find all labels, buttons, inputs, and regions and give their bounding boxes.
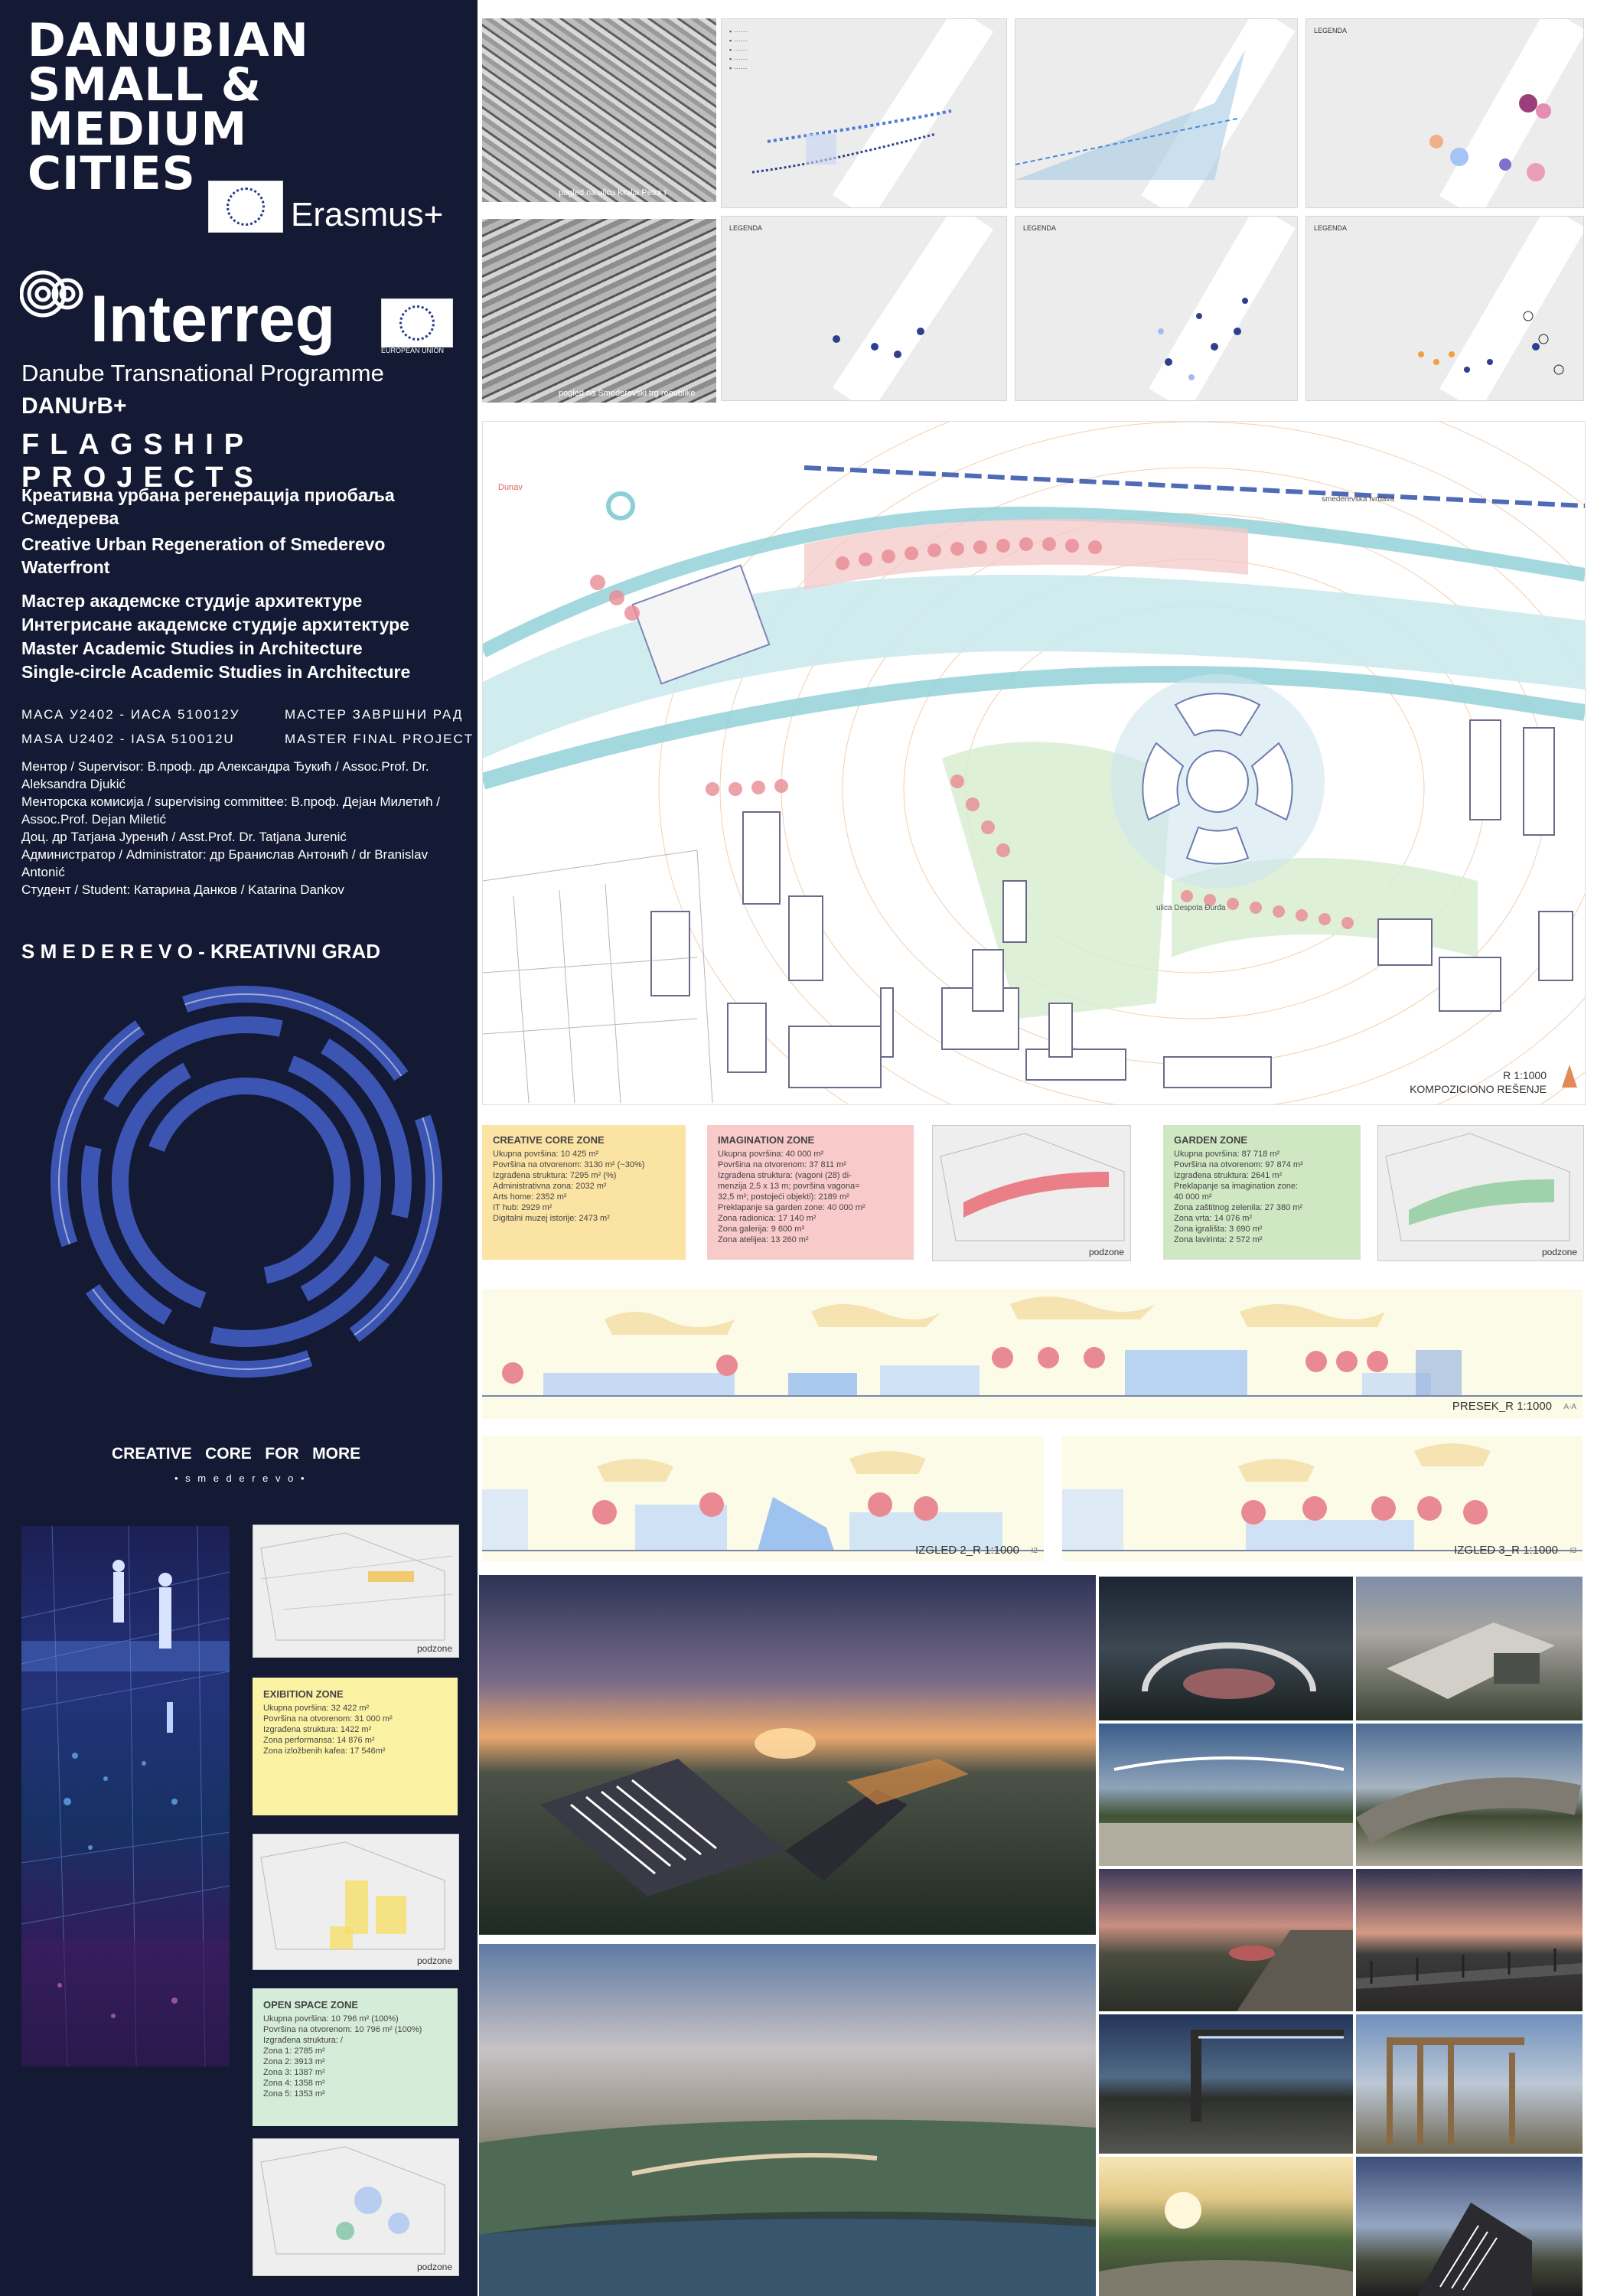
project-title-en: Creative Urban Regeneration of Smederevo Waterfront (21, 534, 386, 577)
section-aa (482, 1289, 1583, 1419)
imagination-zone-box (707, 1125, 914, 1260)
logo-caption: CREATIVE CORE FOR MORE (112, 1445, 361, 1463)
elevation-3 (1062, 1436, 1583, 1561)
study-line: Мастер академске студије архитектуре (21, 591, 363, 611)
podzone-label: podzone (416, 2262, 452, 2272)
elevation-3-drawing (1062, 1436, 1583, 1561)
render-small-8 (1356, 2014, 1583, 2154)
erasmus-label: Erasmus+ (291, 196, 444, 233)
zone-line: Zona 2: 3913 m² (263, 2057, 325, 2066)
render-sunset-pavilion (479, 1575, 1096, 1935)
credits-list (21, 758, 458, 899)
eu-flag-icon (208, 181, 283, 233)
logo-line-1: DANUBIAN (28, 14, 309, 67)
code-en-right: MASTER FINAL PROJECT (285, 732, 474, 746)
render-small-5-drawing (1099, 1869, 1353, 2011)
programme-label: Danube Transnational Programme (21, 360, 384, 386)
elevation-2-tag: I2 (1031, 1547, 1038, 1555)
render-small-2-drawing (1356, 1577, 1583, 1720)
zone-line: Izgrađena struktura: 1422 m² (263, 1725, 372, 1734)
code-sr-right: МАСТЕР ЗАВРШНИ РАД (285, 707, 464, 722)
render-small-1-drawing (1099, 1577, 1353, 1720)
podzone-label: podzone (416, 1643, 452, 1654)
credit-line: Доц. др Татјана Јуренић / Asst.Prof. Dr. Tatjana Jurenić (21, 830, 347, 844)
danurb-label: DANUrB+ (21, 393, 127, 419)
section-aa-label: PRESEK_R 1:1000 (1452, 1400, 1552, 1413)
zone-title: OPEN SPACE ZONE (263, 1999, 359, 2011)
render-small-6 (1356, 1869, 1583, 2011)
zone-line: Ukupna površina: 10 425 m² (493, 1150, 599, 1159)
analysis-map-5-drawing (1015, 217, 1297, 400)
render-small-3-drawing (1099, 1724, 1353, 1866)
code-sr-left: МАСА У2402 - ИАСА 510012У (21, 707, 240, 722)
aerial-photo-1 (482, 18, 716, 202)
zone-line: Površina na otvorenom: 3130 m² (~30%) (493, 1160, 645, 1169)
podzone-label: podzone (1541, 1247, 1577, 1257)
analysis-map-5 (1015, 216, 1298, 401)
zone-line: 40 000 m² (1174, 1192, 1212, 1202)
aerial-caption-1: pogled na ulicu Kralja Petra I (559, 188, 667, 197)
zone-line: Površina na otvorenom: 31 000 m² (263, 1714, 393, 1724)
fortress-label: smederevska tvrđava (1322, 495, 1395, 504)
exhibition-map-thumb (253, 1525, 459, 1658)
render-small-8-drawing (1356, 2014, 1583, 2154)
podzone-label: podzone (416, 1955, 452, 1966)
zone-title: CREATIVE CORE ZONE (493, 1134, 605, 1146)
study-line: Single-circle Academic Studies in Architecture (21, 662, 411, 682)
zone-title: EXIBITION ZONE (263, 1688, 344, 1700)
imagination-map-thumb (932, 1125, 1131, 1261)
zone-line: IT hub: 2929 m² (493, 1203, 553, 1212)
zone-title: IMAGINATION ZONE (718, 1134, 815, 1146)
analysis-map-1 (721, 18, 1007, 208)
analysis-map-4 (721, 216, 1007, 401)
zone-line: Zona 3: 1387 m² (263, 2068, 325, 2077)
street-label: ulica Despota Đurđa (1156, 904, 1226, 912)
openspace-map-drawing (253, 1835, 458, 1969)
render-small-7-drawing (1099, 2014, 1353, 2154)
elevation-2-drawing (482, 1436, 1044, 1561)
openspace-detail-drawing (253, 2139, 458, 2275)
render-small-5 (1099, 1869, 1353, 2011)
render-small-6-drawing (1356, 1869, 1583, 2011)
river-label: Dunav (498, 483, 523, 492)
zone-line: Zona galerija: 9 600 m² (718, 1225, 805, 1234)
credit-line: Менторска комисија / supervising committee: В.проф. Дејан Милетић / Assoc.Prof. Dejan Miletić (21, 794, 440, 827)
garden-zone-box (1163, 1125, 1361, 1260)
zone-line: Ukupna površina: 10 796 m² (100%) (263, 2014, 399, 2024)
zone-line: Zona lavirinta: 2 572 m² (1174, 1235, 1263, 1244)
zone-line: Zona igrališta: 3 690 m² (1174, 1225, 1263, 1234)
studies-list (21, 589, 465, 684)
exhibition-map-drawing (253, 1525, 458, 1657)
openspace-map-thumb (253, 1834, 459, 1970)
logo-line-2: SMALL & (28, 58, 262, 112)
zone-line: Izgrađena struktura: 2641 m² (1174, 1171, 1283, 1180)
analysis-map-2 (1015, 18, 1298, 208)
interreg-swirl-icon (20, 257, 93, 331)
master-plan (482, 421, 1586, 1105)
elevation-3-tag: I3 (1570, 1547, 1576, 1555)
study-line: Master Academic Studies in Architecture (21, 638, 363, 658)
render-small-2 (1356, 1577, 1583, 1720)
section-aa-drawing (482, 1289, 1583, 1419)
podzone-label: podzone (1088, 1247, 1124, 1257)
zone-line: Ukupna površina: 32 422 m² (263, 1704, 370, 1713)
zone-line: Zona vrta: 14 076 m² (1174, 1214, 1253, 1223)
zone-line: Zona 1: 2785 m² (263, 2047, 325, 2056)
sidebar (0, 0, 478, 2296)
render-sunset-pavilion-drawing (479, 1575, 1096, 1935)
zone-line: Zona 4: 1358 m² (263, 2079, 325, 2088)
map-legend-4: LEGENDA (729, 224, 763, 232)
logo-line-3: MEDIUM (28, 103, 248, 156)
zone-line: Arts home: 2352 m² (493, 1192, 567, 1202)
zone-line: Ukupna površina: 87 718 m² (1174, 1150, 1280, 1159)
garden-map-drawing (1378, 1126, 1583, 1261)
city-heading: S M E D E R E V O - KREATIVNI GRAD (21, 940, 381, 963)
credit-line: Студент / Student: Катарина Данков / Katarina Dankov (21, 882, 344, 897)
analysis-map-3-drawing (1306, 19, 1583, 207)
zone-line: Površina na otvorenom: 10 796 m² (100%) (263, 2025, 422, 2034)
map-legend-1: ▪ ······ ▪ ······ ▪ ······ ▪ ······ ▪ ······ (729, 28, 748, 72)
interreg-wordmark: Interreg (90, 282, 336, 356)
analysis-map-6-drawing (1306, 217, 1583, 400)
imagination-map-drawing (933, 1126, 1130, 1261)
render-small-9-drawing (1099, 2157, 1353, 2296)
render-small-4 (1356, 1724, 1583, 1866)
map-legend-3: LEGENDA (1314, 27, 1348, 34)
zone-line: Zona performansa: 14 876 m² (263, 1736, 375, 1745)
zone-line: Zona atelijea: 13 260 m² (718, 1235, 809, 1244)
danubian-logo (28, 14, 309, 201)
zone-line: Zona radionica: 17 140 m² (718, 1214, 817, 1223)
zone-line: Površina na otvorenom: 97 874 m² (1174, 1160, 1303, 1169)
openspace-zone-box (253, 1988, 458, 2126)
render-aerial-waterfront (479, 1944, 1096, 2296)
zone-line: Površina na otvorenom: 37 811 m² (718, 1160, 846, 1169)
openspace-detail-thumb (253, 2138, 459, 2276)
render-small-7 (1099, 2014, 1353, 2154)
zone-line: Izgrađena struktura: (vagoni (28) di- (718, 1171, 852, 1180)
zone-line: Izgrađena struktura: / (263, 2036, 343, 2045)
eu-label: EUROPEAN UNION (381, 347, 445, 354)
elevation-2-label: IZGLED 2_R 1:1000 (915, 1544, 1019, 1557)
analysis-map-6 (1305, 216, 1584, 401)
garden-map-thumb (1377, 1125, 1584, 1261)
aerial-caption-2: pogled na Smederevski trg republike (559, 389, 696, 398)
zone-line: Zona zaštitnog zelenila: 27 380 m² (1174, 1203, 1303, 1212)
zone-line: Zona izložbenih kafea: 17 546m² (263, 1746, 386, 1756)
render-small-10 (1356, 2157, 1583, 2296)
credit-line: Ментор / Supervisor: В.проф. др Александра Ђукић / Assoc.Prof. Dr. Aleksandra Djukić (21, 759, 429, 791)
master-plan-drawing (483, 422, 1585, 1104)
zone-line: menzija 2,5 x 13 m; površina vagona= (718, 1182, 860, 1191)
elevation-2 (482, 1436, 1044, 1561)
project-title-sr: Креативна урбана регенерација приобаља Смедерева (21, 485, 395, 528)
zone-line: Ukupna površina: 40 000 m² (718, 1150, 824, 1159)
render-small-9 (1099, 2157, 1353, 2296)
creative-core-logo-icon (47, 983, 445, 1381)
eu-interreg-flag-icon (381, 298, 453, 347)
zone-line: Preklapanje sa imagination zone: (1174, 1182, 1299, 1191)
flagship-label: FLAGSHIP PROJECTS (21, 429, 264, 494)
aerial-photo-2 (482, 219, 716, 403)
zone-title: GARDEN ZONE (1174, 1134, 1248, 1146)
masterplan-scale: R 1:1000 (1503, 1069, 1547, 1081)
zone-line: Preklapanje sa garden zone: 40 000 m² (718, 1203, 865, 1212)
logo-line-4: CITIES (28, 147, 196, 201)
render-small-3 (1099, 1724, 1353, 1866)
analysis-map-4-drawing (722, 217, 1006, 400)
zone-line: 32,5 m²; postojeći objekti): 2189 m² (718, 1192, 849, 1202)
exhibition-zone-box (253, 1678, 458, 1815)
zone-line: Digitalni muzej istorije: 2473 m² (493, 1214, 610, 1223)
digital-art-render (21, 1526, 230, 2066)
render-small-4-drawing (1356, 1724, 1583, 1866)
analysis-map-3 (1305, 18, 1584, 208)
logo-subcaption: • s m e d e r e v o • (174, 1473, 307, 1484)
render-small-10-drawing (1356, 2157, 1583, 2296)
creative-core-zone-box (482, 1125, 686, 1260)
analysis-map-2-drawing (1015, 19, 1297, 207)
masterplan-title: KOMPOZICIONO REŠENJE (1410, 1083, 1547, 1095)
code-en-left: MASA U2402 - IASA 510012U (21, 732, 235, 746)
section-aa-tag: A-A (1563, 1403, 1576, 1411)
zone-line: Zona 5: 1353 m² (263, 2089, 325, 2099)
digital-art-figures (21, 1526, 230, 2066)
zone-line: Administrativna zona: 2032 m² (493, 1182, 607, 1191)
credit-line: Администратор / Administrator: др Бранислав Антонић / dr Branislav Antonić (21, 847, 429, 879)
zone-line: Izgrađena struktura: 7295 m² (%) (493, 1171, 617, 1180)
study-line: Интегрисане академске студије архитектуре (21, 615, 409, 634)
map-legend-5: LEGENDA (1023, 224, 1057, 232)
render-aerial-waterfront-drawing (479, 1944, 1096, 2296)
map-legend-6: LEGENDA (1314, 224, 1348, 232)
render-small-1 (1099, 1577, 1353, 1720)
elevation-3-label: IZGLED 3_R 1:1000 (1454, 1544, 1558, 1557)
